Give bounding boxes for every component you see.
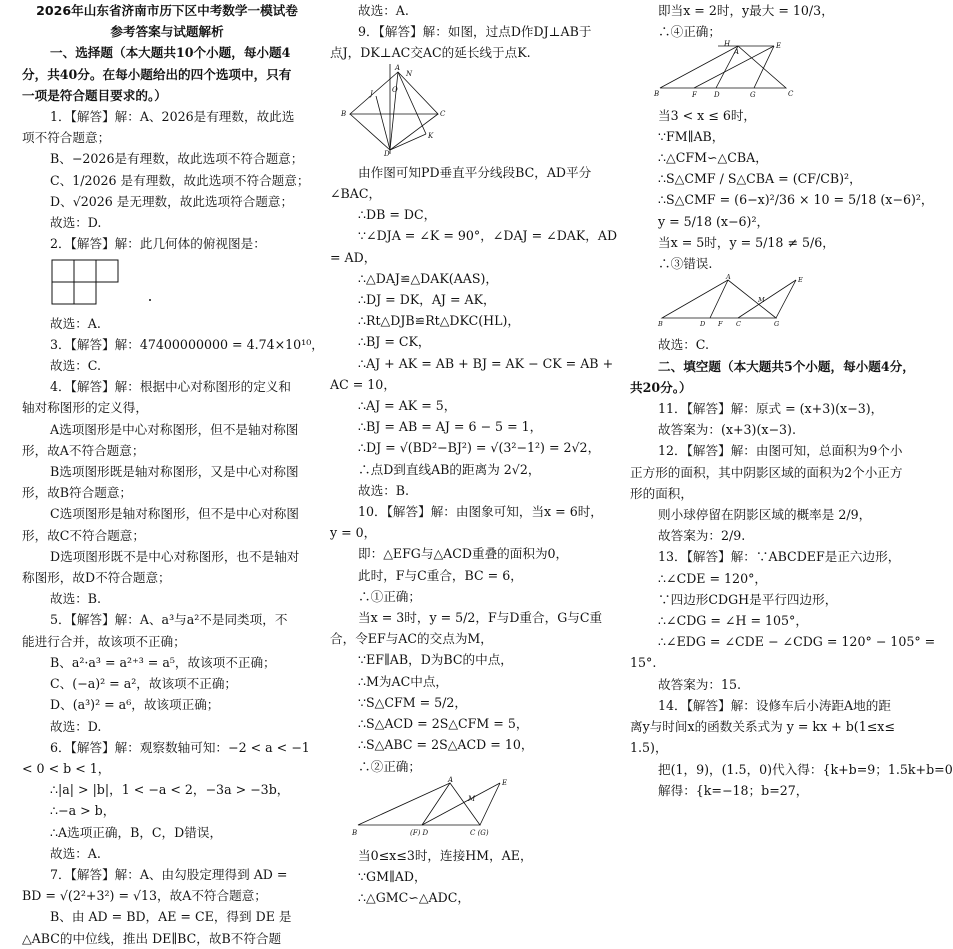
col1-line: 参考答案与试题解析	[110, 24, 224, 40]
svg-text:D: D	[384, 149, 390, 158]
col3-line: ∴S△CMF / S△CBA = (CF/CB)²，	[658, 171, 862, 187]
col1-line: 一、选择题（本大题共10个小题，每小题4	[50, 45, 291, 61]
col1-line: B、−2026是有理数，故此选项不符合题意；	[50, 151, 304, 167]
svg-text:G: G	[774, 320, 780, 329]
col3-line: ∴∠CDE = 120°，	[658, 570, 767, 586]
col3-line: 12．【解答】解：由图可知，总面积为9个小	[658, 443, 903, 459]
col2-line: AC = 10，	[330, 376, 396, 392]
col3-line: ∴∠EDG = ∠CDE − ∠CDG = 120° − 105° =	[658, 634, 936, 650]
col1-line: 轴对称图形的定义得，	[22, 400, 148, 416]
col1-line: 故选：A.	[50, 315, 101, 331]
col2-line: 当0≤x≤3时，连接HM，AE，	[358, 847, 533, 863]
svg-text:E: E	[798, 276, 803, 285]
col1-line: D、√2026 是无理数，故此选项符合题意；	[50, 193, 294, 209]
col2-line: 即：△EFG与△ACD重叠的面积为0，	[358, 546, 569, 562]
col3-line: 共20分。）	[630, 379, 692, 395]
col2-line: 此时，F与C重合，BC = 6，	[358, 567, 523, 583]
col2-line: ∴M为AC中点，	[358, 673, 449, 689]
col1-line: 故选：D.	[50, 718, 102, 734]
col1-line: 故选：A.	[50, 845, 101, 861]
col3-line: 故答案为：15.	[658, 676, 741, 692]
col2-line: ∴点D到直线AB的距离为 2√2，	[358, 461, 541, 477]
col1-line: 一项是符合题目要求的。）	[22, 87, 167, 103]
col3-line: 解得：{k=−18；b=27，	[658, 782, 809, 798]
col3-line: ∵FM∥AB，	[658, 128, 725, 144]
col1-line: D选项图形既不是中心对称图形，也不是轴对	[50, 548, 300, 564]
svg-text:J: J	[370, 89, 373, 98]
svg-text:B: B	[658, 320, 663, 329]
col2-line: 合，令EF与AC的交点为M，	[330, 631, 493, 647]
q10-triangle-figure-a	[350, 777, 520, 839]
col3-line: 即当x = 2时，y最大 = 10/3，	[658, 3, 834, 18]
col3-line: ∴③错误.	[658, 256, 713, 272]
q10-triangle-figure-b	[654, 42, 804, 98]
col2-line: y = 0，	[330, 525, 377, 541]
col2-line: 9．【解答】解：如图，过点D作DJ⊥AB于	[358, 24, 592, 40]
col2-line: ∵GM∥AD，	[358, 869, 427, 885]
col2-line: ∵S△CFM = 5/2，	[358, 694, 468, 710]
col1-line: ∴−a > b，	[50, 803, 116, 819]
col2-line: ∴Rt△DJB≌Rt△DKC(HL)，	[358, 313, 520, 329]
col3-line: 把(1，9)，(1.5，0)代入得：{k+b=9；1.5k+b=0	[658, 761, 953, 777]
col2-line: 故选：A.	[358, 3, 409, 18]
svg-text:D: D	[714, 91, 720, 100]
svg-text:H: H	[724, 40, 731, 49]
col3-line: 故选：C.	[658, 337, 709, 353]
col1-line: 2026年山东省济南市历下区中考数学一模试卷	[36, 3, 298, 18]
col1-line: B选项图形既是轴对称图形，又是中心对称图	[50, 464, 299, 480]
col1-line: B、a²·a³ = a²⁺³ = a⁵，故该项不正确；	[50, 654, 276, 670]
col1-line: ∴|a| > |b|，1 < −a < 2，−3a > −3b，	[50, 782, 290, 798]
svg-text:A: A	[395, 63, 401, 72]
col1-line: < 0 < b < 1，	[22, 760, 111, 776]
col3-line: 当x = 5时，y = 5/18 ≠ 5/6，	[658, 234, 835, 250]
col2-line: 故选：B.	[358, 482, 410, 498]
col3-line: 当3 < x ≤ 6时，	[658, 107, 757, 123]
col1-line: 6．【解答】解：观察数轴可知：−2 < a < −1	[50, 739, 310, 755]
col3-line: 离y与时间x的函数关系式为 y = kx + b(1≤x≤	[630, 719, 895, 735]
col2-line: ∴S△ABC = 2S△ACD = 10，	[358, 737, 534, 753]
q9-geometry-figure	[340, 64, 460, 156]
svg-text:M: M	[468, 794, 476, 803]
col1-line: 项不符合题意；	[22, 130, 111, 146]
svg-text:E: E	[502, 778, 508, 787]
col3-line: ∴∠CDG = ∠H = 105°，	[658, 613, 808, 629]
col1-line: △ABC的中位线，推出 DE∥BC，故B不符合题	[22, 930, 282, 946]
svg-text:C: C	[736, 320, 741, 329]
col2-line: 10．【解答】解：由图象可知，当x = 6时，	[358, 504, 603, 520]
col3-line: 11．【解答】解：原式 = (x+3)(x−3)，	[658, 401, 884, 417]
col2-line: ∵∠DJA = ∠K = 90°，∠DAJ = ∠DAK，AD	[358, 228, 618, 244]
col2-line: ∴S△ACD = 2S△CFM = 5，	[358, 716, 529, 732]
svg-text:G: G	[750, 91, 756, 100]
col1-line: 形，故A不符合题意；	[22, 442, 145, 458]
col2-line: ∴DJ = √(BD²−BJ²) = √(3²−1²) = 2√2，	[358, 440, 601, 456]
col3-line: 13．【解答】解：∵ABCDEF是正六边形，	[658, 549, 901, 565]
col2-line: ∴DJ = DK，AJ = AK，	[358, 292, 496, 308]
svg-text:F: F	[692, 91, 697, 100]
col2-line: ∴△DAJ≌△DAK(AAS)，	[358, 270, 499, 286]
col3-line: ∴④正确；	[658, 24, 721, 40]
col2-line: ∴AJ = AK = 5，	[358, 398, 457, 414]
col1-line: 形，故B符合题意；	[22, 485, 133, 501]
col2-line: ∠BAC，	[330, 186, 382, 202]
col1-line: ∴A选项正确，B，C，D错误，	[50, 824, 223, 840]
col1-line: C、(−a)² = a²，故该项不正确；	[50, 676, 238, 692]
col1-line: 分，共40分。在每小题给出的四个选项中，只有	[22, 66, 292, 82]
col1-line: 形，故C不符合题意；	[22, 527, 145, 543]
col2-line: ∴BJ = AB = AJ = 6 − 5 = 1，	[358, 419, 543, 435]
svg-text:B: B	[341, 109, 347, 118]
col2-line: ∴AJ + AK = AB + BJ = AK − CK = AB +	[358, 355, 614, 371]
col3-line: 则小球停留在阴影区域的概率是 2/9，	[658, 507, 872, 523]
col1-line: 故选：B.	[50, 591, 102, 607]
col1-line: 5．【解答】解：A、a³与a²不是同类项，不	[50, 612, 288, 628]
col1-line: C、1/2026 是有理数，故此选项不符合题意；	[50, 172, 310, 188]
col3-line: ∴S△CMF = (6−x)²/36 × 10 = 5/18 (x−6)²，	[658, 192, 934, 208]
col3-line: 二、填空题（本大题共5个小题，每小题4分，	[658, 358, 915, 374]
svg-text:C: C	[440, 109, 446, 118]
col3-line: ∴△CFM∽△CBA，	[658, 150, 768, 166]
col3-line: 15°.	[630, 655, 657, 671]
col1-line: 故选：C.	[50, 358, 101, 374]
col1-line: 能进行合并，故该项不正确；	[22, 633, 186, 649]
svg-text:B: B	[654, 90, 660, 99]
column-right	[630, 0, 953, 801]
column-middle	[330, 0, 618, 909]
svg-text:N: N	[406, 69, 413, 78]
col1-line: 3．【解答】解：47400000000 = 4.74×10¹⁰，	[50, 336, 324, 352]
col2-line: 当x = 3时，y = 5/2，F与D重合，G与C重	[358, 610, 603, 626]
col2-line: ∴△GMC∽△ADC，	[358, 890, 470, 906]
col1-line: C选项图形是轴对称图形，但不是中心对称图	[50, 506, 299, 522]
col2-line: 点J，DK⊥AC交AC的延长线于点K.	[330, 45, 531, 61]
col3-line: 故答案为：(x+3)(x−3).	[658, 422, 796, 438]
q10-triangle-figure-c	[658, 274, 808, 328]
col1-line: BD = √(2²+3²) = √13，故A不符合题意；	[22, 888, 267, 904]
col3-line: ∵四边形CDGH是平行四边形，	[658, 591, 838, 607]
svg-text:O: O	[392, 85, 398, 94]
col1-line: 称图形，故D不符合题意；	[22, 570, 171, 586]
col2-line: ∵EF∥AB，D为BC的中点，	[358, 652, 513, 668]
col2-line: ∴①正确；	[358, 588, 421, 604]
col2-line: = AD，	[330, 249, 377, 265]
svg-text:M: M	[758, 296, 765, 305]
column-left	[22, 0, 324, 949]
svg-text:A: A	[734, 48, 740, 57]
col1-line: D、(a³)² = a⁶，故该项正确；	[50, 697, 220, 713]
svg-text:A: A	[448, 775, 454, 784]
col1-line: 2．【解答】解：此几何体的俯视图是：	[50, 236, 266, 252]
col1-line: 7．【解答】解：A、由勾股定理得到 AD =	[50, 866, 288, 882]
col2-line: ∴②正确；	[358, 758, 421, 774]
col3-line: 1.5)，	[630, 740, 668, 756]
col3-line: 故答案为：2/9.	[658, 528, 746, 544]
svg-text:B: B	[352, 828, 358, 837]
col1-line: 1．【解答】解：A、2026是有理数，故此选	[50, 109, 295, 125]
svg-text:C: C	[788, 90, 794, 99]
col2-line: ∴BJ = CK，	[358, 334, 431, 350]
col3-line: 形的面积，	[630, 485, 693, 501]
col2-line: ∴DB = DC，	[358, 207, 437, 223]
svg-text:E: E	[776, 42, 782, 51]
svg-text:D: D	[700, 320, 706, 329]
svg-text:K: K	[428, 131, 434, 140]
svg-text:F: F	[718, 320, 723, 329]
col3-line: 正方形的面积，其中阴影区域的面积为2个小正方	[630, 464, 903, 480]
svg-text:A: A	[726, 273, 731, 282]
top-view-grid-figure	[52, 254, 162, 306]
col2-line: 由作图可知PD垂直平分线段BC，AD平分	[358, 164, 592, 180]
col1-line: 4．【解答】解：根据中心对称图形的定义和	[50, 379, 291, 395]
svg-text:C (G): C (G)	[470, 828, 489, 837]
col3-line: 14．【解答】解：设修车后小涛距A地的距	[658, 697, 891, 713]
col3-line: y = 5/18 (x−6)²，	[658, 213, 770, 229]
col1-line: 故选：D.	[50, 215, 102, 231]
col1-line: A选项图形是中心对称图形，但不是轴对称图	[50, 421, 299, 437]
col1-line: B、由 AD = BD，AE = CE，得到 DE 是	[50, 909, 292, 925]
svg-text:(F) D: (F) D	[410, 828, 429, 837]
